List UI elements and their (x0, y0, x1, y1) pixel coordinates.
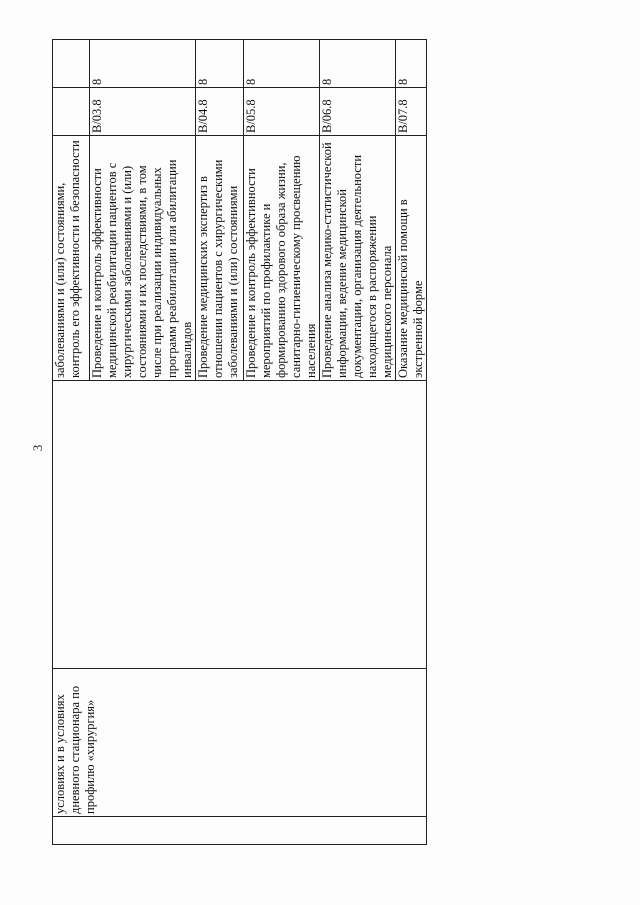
function-text: заболеваниями и (или) состояниями, контроль его эффективности и безопасности (53, 140, 82, 378)
code-cell (320, 88, 396, 136)
function-text: Проведение анализа медико-статистической информации, ведение медицинской документации, организация деятельности находящегося в распоряжении медицинского персонала (320, 142, 394, 378)
code-text: B/06.8 (320, 99, 334, 133)
page-number: 3 (30, 444, 45, 452)
empty-cell (53, 817, 427, 845)
level-cell (196, 40, 244, 88)
code-cell (396, 88, 427, 136)
function-cell (53, 136, 90, 381)
function-cell (396, 136, 427, 381)
code-cell (90, 88, 196, 136)
level-cell (53, 40, 90, 88)
function-text: Проведение и контроль эффективности мероприятий по профилактике и формированию здорового образа жизни, санитарно-гигиеническому просвещению населения (244, 155, 318, 378)
function-cell (90, 136, 196, 381)
level-text: 8 (90, 78, 104, 85)
function-cell (196, 136, 244, 381)
function-text: Оказание медицинской помощи в экстренной форме (396, 199, 425, 378)
function-cell (244, 136, 320, 381)
code-cell (196, 88, 244, 136)
code-cell (244, 88, 320, 136)
table-row (53, 40, 90, 845)
program-cell (53, 669, 427, 817)
code-cell (53, 88, 90, 136)
function-text: Проведение медицинских экспертиз в отношении пациентов с хирургическими заболеваниями и (или) состояниями (196, 159, 240, 378)
level-cell (396, 40, 427, 88)
function-cell (320, 136, 396, 381)
level-cell (320, 40, 396, 88)
code-text: B/07.8 (396, 99, 410, 133)
level-cell (90, 40, 196, 88)
rotated-table-wrapper (52, 40, 425, 845)
code-text: B/05.8 (244, 99, 258, 133)
level-cell (244, 40, 320, 88)
level-text: 8 (196, 78, 210, 85)
level-text: 8 (244, 78, 258, 85)
level-text: 8 (320, 78, 334, 85)
qualification-table (52, 39, 427, 845)
code-text: B/04.8 (196, 99, 210, 133)
level-text: 8 (396, 78, 410, 85)
code-text: B/03.8 (90, 99, 104, 133)
function-text: Проведение и контроль эффективности медицинской реабилитации пациентов с хирургическими заболеваниями и (или) состояниями и их последствиями, в том числе при реализации индивидуальных программ реабилитации или абилитации инвалидов (90, 159, 194, 378)
empty-cell (53, 381, 427, 669)
program-text: условиях и в условиях дневного стационара по профилю «хирургия» (53, 685, 97, 814)
